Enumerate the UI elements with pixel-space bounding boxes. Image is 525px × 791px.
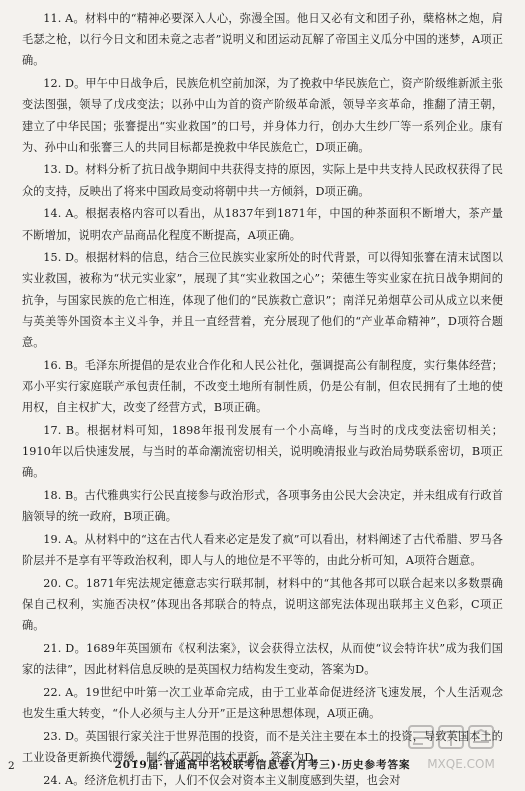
answer-item-15: 15. D。根据材料的信息，结合三位民族实业家所处的时代背景，可以得知张謇在清末试图以实业救国，被称为“状元实业家”，展现了其“实业救国之心”；荣德生等实业家在抗日战争期间的抗争，与国家民族的危亡相连，体现了他们的“民族救亡意识”；南洋兄弟烟草公司从成立以来便与英美等外国资本主义斗争，并且一直经营着，充分展现了他们的“产业革命精神”，D项符合题意。 (22, 251, 504, 350)
answer-item-17: 17. B。根据材料可知，1898年报刊发展有一个小高峰，与当时的戊戌变法密切相关；1910年以后快速发展，与当时的革命潮流密切相关，说明晚清报业与政治局势联系密切，B项正确。 (22, 423, 503, 480)
answer-item-24: 24. A。经济危机打击下，人们不仅会对资本主义制度感到失望，也会对 (43, 773, 401, 787)
answer-item-23: 23. D。英国银行家关注于世界范围的投资，而不是关注主要在本土的投资，导致英国本土的工业设备更新换代滞缓，制约了英国的技术更新，答案为D。 (22, 729, 504, 764)
answer-item-11: 11. A。材料中的“精神必要深入人心，弥漫全国。他日又必有文和团子孙，蘖格林之炮，肩毛瑟之枪，以行今日文和团未竟之志者”说明义和团运动瓦解了帝国主义瓜分中国的迷梦，A项正确。 (22, 12, 503, 68)
answer-item-21: 21. D。1689年英国颁布《权利法案》，议会获得立法权，从而使“议会特许状”成为我们国家的法律”，因此材料信息反映的是英国权力结构发生变动，答案为D。 (22, 641, 503, 677)
answer-item-20: 20. C。1871年宪法规定德意志实行联邦制，材料中的“其他各邦可以联合起来以多数票确保自己权利，实施否决权”体现出各邦联合的特点，说明这部宪法体现出联邦主义色彩，C项正确。 (22, 576, 503, 633)
answer-item-19: 19. A。从材料中的“这在古代人看来必定是发了疯”可以看出，材料阐述了古代希腊、罗马各阶层并不是享有平等政治权利，即人与人的地位是不平等的，由此分析可知，A项符合题意。 (22, 532, 503, 568)
footer-title: 2019届·普通高中名校联考信息卷(月考三)·历史参考答案 (114, 759, 411, 771)
answer-item-14: 14. A。根据表格内容可以看出，从1837年到1871年，中国的种茶面积不断增大，茶产量不断增加，说明农产品商品化程度不断提高，A项正确。 (22, 207, 503, 242)
answer-item-22: 22. A。19世纪中叶第一次工业革命完成，由于工业革命促进经济飞速发展，个人生活观念也发生重大转变，“仆人必须与主人分开”正是这种思想体现，A项正确。 (22, 685, 503, 720)
answer-site-watermark-icon (399, 720, 519, 776)
answer-item-13: 13. D。材料分析了抗日战争期间中共获得支持的原因，实际上是中共支持人民政权获得了民众的支持，反映出了将来中国政局变动将朝中共一方倾斜，D项正确。 (22, 163, 504, 198)
answer-item-18: 18. B。古代雅典实行公民直接参与政治形式，各项事务由公民大会决定，并未组成有行政首脑领导的统一政府，B项正确。 (22, 488, 503, 524)
page-number: 2 (8, 760, 15, 772)
watermark-text: MXQE.COM (427, 757, 495, 771)
answer-item-12: 12. D。甲午中日战争后，民族危机空前加深，为了挽救中华民族危亡，资产阶级维新派主张变法图强，领导了戊戌变法；以孙中山为首的资产阶级革命派，领导辛亥革命，推翻了清王朝，建立了中华民国；张謇提出“实业救国”的口号，并身体力行，创办大生纱厂等一系列企业。康有为、孙中山和张謇三人的共同目标都是挽救中华民族危亡，D项正确。 (22, 77, 504, 154)
answer-item-16: 16. B。毛泽东所提倡的是农业合作化和人民公社化，强调提高公有制程度，实行集体经营；邓小平实行家庭联产承包责任制，不改变土地所有制性质，仍是公有制，但农民拥有了土地的使用权，自主权扩大，改变了经营方式，B项正确。 (22, 358, 503, 415)
